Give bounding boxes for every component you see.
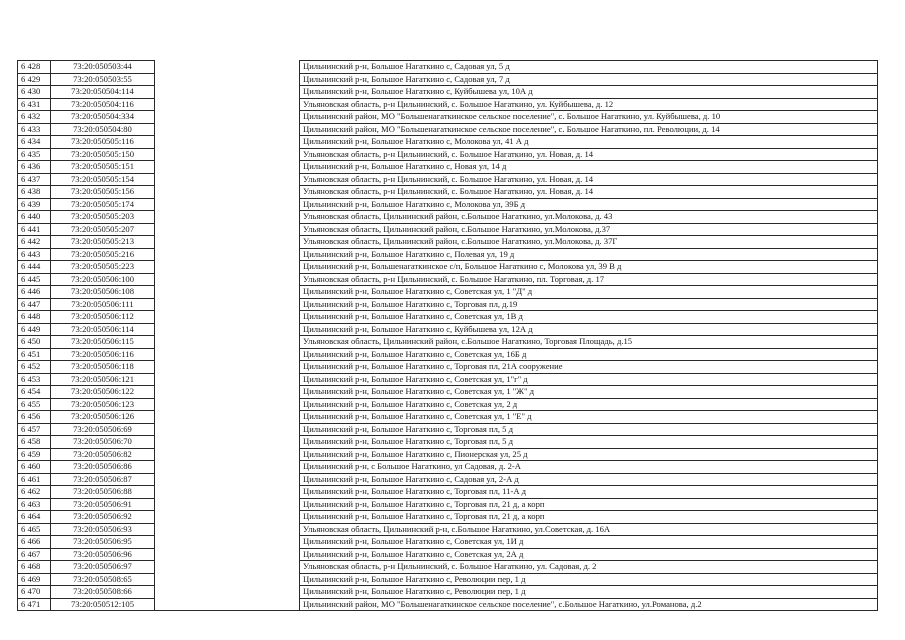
cadastral-number-cell: 73:20:050505:154 (51, 173, 155, 186)
table-row (18, 498, 878, 511)
cadastral-number-cell: 73:20:050503:44 (51, 61, 155, 74)
cadastral-number-cell: 73:20:050506:123 (51, 398, 155, 411)
cadastral-number-cell: 73:20:050506:82 (51, 448, 155, 461)
table-row (18, 461, 878, 474)
cadastral-number-cell: 73:20:050504:80 (51, 123, 155, 136)
table-row (18, 586, 878, 599)
address-cell: Ульяновская область, Цильнинский район, с.Большое Нагаткино, ул.Молокова, д. 37Г (300, 236, 878, 249)
row-number-cell: 6 451 (18, 348, 51, 361)
empty-cell (155, 198, 300, 211)
row-number-cell: 6 432 (18, 111, 51, 124)
address-cell: Цильнинский р-н, Большое Нагаткино с, Садовая ул, 5 д (300, 61, 878, 74)
table-row (18, 261, 878, 274)
table-row (18, 573, 878, 586)
row-number-cell: 6 437 (18, 173, 51, 186)
address-cell: Цильнинский р-н, Большое Нагаткино с, Советская ул, 1 "Е" д (300, 411, 878, 424)
address-cell: Цильнинский р-н, Большое Нагаткино с, Полевая ул, 19 д (300, 248, 878, 261)
empty-cell (155, 473, 300, 486)
cadastral-number-cell: 73:20:050505:216 (51, 248, 155, 261)
row-number-cell: 6 457 (18, 423, 51, 436)
row-number-cell: 6 440 (18, 211, 51, 224)
table-row (18, 548, 878, 561)
cadastral-number-cell: 73:20:050505:156 (51, 186, 155, 199)
table-row (18, 173, 878, 186)
address-cell: Цильнинский р-н, Большое Нагаткино с, Куйбышева ул, 10А д (300, 86, 878, 99)
address-cell: Цильнинский р-н, Большое Нагаткино с, Торговая пл, 21 д, а корп (300, 498, 878, 511)
table-row (18, 161, 878, 174)
empty-cell (155, 486, 300, 499)
table-row (18, 111, 878, 124)
row-number-cell: 6 436 (18, 161, 51, 174)
empty-cell (155, 398, 300, 411)
cadastral-number-cell: 73:20:050505:203 (51, 211, 155, 224)
address-cell: Цильнинский р-н, Большое Нагаткино с, Садовая ул, 2-А д (300, 473, 878, 486)
empty-cell (155, 386, 300, 399)
row-number-cell: 6 456 (18, 411, 51, 424)
cadastral-number-cell: 73:20:050506:97 (51, 561, 155, 574)
address-cell: Цильнинский р-н, Большое Нагаткино с, Советская ул, 1 "Д" д (300, 286, 878, 299)
row-number-cell: 6 434 (18, 136, 51, 149)
address-cell: Цильнинский р-н, Большенагаткинское с/п, Большое Нагаткино с, Молокова ул, 39 В д (300, 261, 878, 274)
row-number-cell: 6 445 (18, 273, 51, 286)
address-cell: Цильнинский р-н, Большое Нагаткино с, Торговая пл, 11-А д (300, 486, 878, 499)
row-number-cell: 6 433 (18, 123, 51, 136)
empty-cell (155, 373, 300, 386)
cadastral-number-cell: 73:20:050506:108 (51, 286, 155, 299)
row-number-cell: 6 471 (18, 598, 51, 611)
empty-cell (155, 248, 300, 261)
cadastral-number-cell: 73:20:050506:87 (51, 473, 155, 486)
table-row (18, 348, 878, 361)
row-number-cell: 6 428 (18, 61, 51, 74)
register-body (18, 61, 878, 611)
row-number-cell: 6 469 (18, 573, 51, 586)
empty-cell (155, 61, 300, 74)
row-number-cell: 6 442 (18, 236, 51, 249)
empty-cell (155, 423, 300, 436)
address-cell: Цильнинский р-н, Большое Нагаткино с, Революции пер, 1 д (300, 573, 878, 586)
row-number-cell: 6 466 (18, 536, 51, 549)
address-cell: Цильнинский р-н, Большое Нагаткино с, Садовая ул, 7 д (300, 73, 878, 86)
empty-cell (155, 73, 300, 86)
cadastral-number-cell: 73:20:050506:114 (51, 323, 155, 336)
table-row (18, 598, 878, 611)
table-row (18, 298, 878, 311)
empty-cell (155, 573, 300, 586)
empty-cell (155, 136, 300, 149)
address-cell: Цильнинский р-н, Большое Нагаткино с, Советская ул, 1"г" д (300, 373, 878, 386)
table-row (18, 373, 878, 386)
address-cell: Цильнинский р-н, Большое Нагаткино с, Советская ул, 1И д (300, 536, 878, 549)
empty-cell (155, 548, 300, 561)
empty-cell (155, 148, 300, 161)
row-number-cell: 6 441 (18, 223, 51, 236)
row-number-cell: 6 460 (18, 461, 51, 474)
table-row (18, 248, 878, 261)
cadastral-number-cell: 73:20:050512:105 (51, 598, 155, 611)
empty-cell (155, 211, 300, 224)
row-number-cell: 6 463 (18, 498, 51, 511)
address-cell: Ульяновская область, р-н Цильнинский, с. Большое Нагаткино, ул. Новая, д. 14 (300, 186, 878, 199)
address-cell: Ульяновская область, р-н Цильнинский, с. Большое Нагаткино, пл. Торговая, д. 17 (300, 273, 878, 286)
table-row (18, 223, 878, 236)
empty-cell (155, 511, 300, 524)
address-cell: Ульяновская область, Цильнинский район, с.Большое Нагаткино, ул.Молокова, д.37 (300, 223, 878, 236)
table-row (18, 323, 878, 336)
cadastral-register-table (17, 60, 878, 611)
row-number-cell: 6 467 (18, 548, 51, 561)
table-row (18, 61, 878, 74)
cadastral-number-cell: 73:20:050506:111 (51, 298, 155, 311)
address-cell: Цильнинский р-н, Большое Нагаткино с, Советская ул, 2А д (300, 548, 878, 561)
row-number-cell: 6 446 (18, 286, 51, 299)
empty-cell (155, 223, 300, 236)
address-cell: Ульяновская область, р-н Цильнинский, с. Большое Нагаткино, ул. Садовая, д. 2 (300, 561, 878, 574)
cadastral-number-cell: 73:20:050506:122 (51, 386, 155, 399)
row-number-cell: 6 443 (18, 248, 51, 261)
row-number-cell: 6 452 (18, 361, 51, 374)
cadastral-number-cell: 73:20:050505:207 (51, 223, 155, 236)
table-row (18, 486, 878, 499)
cadastral-number-cell: 73:20:050505:116 (51, 136, 155, 149)
cadastral-number-cell: 73:20:050506:92 (51, 511, 155, 524)
table-row (18, 411, 878, 424)
address-cell: Цильнинский р-н, Большое Нагаткино с, Революции пер, 1 д (300, 586, 878, 599)
address-cell: Цильнинский р-н, Большое Нагаткино с, Советская ул, 1 "Ж" д (300, 386, 878, 399)
table-row (18, 136, 878, 149)
empty-cell (155, 448, 300, 461)
cadastral-number-cell: 73:20:050506:95 (51, 536, 155, 549)
table-row (18, 186, 878, 199)
row-number-cell: 6 461 (18, 473, 51, 486)
table-row (18, 198, 878, 211)
row-number-cell: 6 464 (18, 511, 51, 524)
address-cell: Цильнинский р-н, Большое Нагаткино с, Торговая пл, 21 д, а корп (300, 511, 878, 524)
table-row (18, 148, 878, 161)
table-row (18, 386, 878, 399)
cadastral-number-cell: 73:20:050504:116 (51, 98, 155, 111)
cadastral-number-cell: 73:20:050506:121 (51, 373, 155, 386)
empty-cell (155, 536, 300, 549)
table-row (18, 123, 878, 136)
address-cell: Цильнинский р-н, Большое Нагаткино с, Торговая пл, д.19 (300, 298, 878, 311)
row-number-cell: 6 459 (18, 448, 51, 461)
table-row (18, 436, 878, 449)
empty-cell (155, 173, 300, 186)
cadastral-number-cell: 73:20:050508:66 (51, 586, 155, 599)
row-number-cell: 6 429 (18, 73, 51, 86)
cadastral-number-cell: 73:20:050505:151 (51, 161, 155, 174)
table-row (18, 448, 878, 461)
table-row (18, 398, 878, 411)
empty-cell (155, 461, 300, 474)
empty-cell (155, 123, 300, 136)
address-cell: Ульяновская область, р-н Цильнинский, с. Большое Нагаткино, ул. Куйбышева, д. 12 (300, 98, 878, 111)
address-cell: Цильнинский р-н, Большое Нагаткино с, Молокова ул, 39Б д (300, 198, 878, 211)
cadastral-number-cell: 73:20:050503:55 (51, 73, 155, 86)
cadastral-number-cell: 73:20:050506:88 (51, 486, 155, 499)
table-row (18, 336, 878, 349)
address-cell: Ульяновская область, Цильнинский район, с.Большое Нагаткино, Торговая Площадь, д.15 (300, 336, 878, 349)
empty-cell (155, 436, 300, 449)
table-row (18, 473, 878, 486)
cadastral-number-cell: 73:20:050506:112 (51, 311, 155, 324)
empty-cell (155, 598, 300, 611)
row-number-cell: 6 431 (18, 98, 51, 111)
empty-cell (155, 186, 300, 199)
address-cell: Цильнинский р-н, Большое Нагаткино с, Советская ул, 16Б д (300, 348, 878, 361)
cadastral-number-cell: 73:20:050506:96 (51, 548, 155, 561)
address-cell: Цильнинский р-н, Большое Нагаткино с, Новая ул, 14 д (300, 161, 878, 174)
row-number-cell: 6 470 (18, 586, 51, 599)
address-cell: Цильнинский р-н, с Большое Нагаткино, ул Садовая, д. 2-А (300, 461, 878, 474)
address-cell: Цильнинский р-н, Большое Нагаткино с, Куйбышева ул, 12А д (300, 323, 878, 336)
empty-cell (155, 311, 300, 324)
address-cell: Цильнинский р-н, Большое Нагаткино с, Пионерская ул, 25 д (300, 448, 878, 461)
empty-cell (155, 561, 300, 574)
table-row (18, 286, 878, 299)
empty-cell (155, 111, 300, 124)
address-cell: Цильнинский р-н, Большое Нагаткино с, Советская ул, 1В д (300, 311, 878, 324)
cadastral-number-cell: 73:20:050506:118 (51, 361, 155, 374)
cadastral-number-cell: 73:20:050504:334 (51, 111, 155, 124)
cadastral-number-cell: 73:20:050508:65 (51, 573, 155, 586)
table-row (18, 73, 878, 86)
cadastral-number-cell: 73:20:050506:116 (51, 348, 155, 361)
address-cell: Цильнинский район, МО "Большенагаткинское сельское поселение", с. Большое Нагаткино, пл. Революции, д. 14 (300, 123, 878, 136)
row-number-cell: 6 462 (18, 486, 51, 499)
cadastral-number-cell: 73:20:050505:174 (51, 198, 155, 211)
empty-cell (155, 298, 300, 311)
empty-cell (155, 273, 300, 286)
empty-cell (155, 336, 300, 349)
table-row (18, 273, 878, 286)
cadastral-number-cell: 73:20:050505:213 (51, 236, 155, 249)
address-cell: Цильнинский р-н, Большое Нагаткино с, Советская ул, 2 д (300, 398, 878, 411)
row-number-cell: 6 439 (18, 198, 51, 211)
cadastral-number-cell: 73:20:050506:100 (51, 273, 155, 286)
empty-cell (155, 98, 300, 111)
address-cell: Цильнинский р-н, Большое Нагаткино с, Торговая пл, 5 д (300, 436, 878, 449)
empty-cell (155, 348, 300, 361)
empty-cell (155, 523, 300, 536)
table-row (18, 86, 878, 99)
address-cell: Цильнинский район, МО "Большенагаткинское сельское поселение", с. Большое Нагаткино, ул. Куйбышева, д. 10 (300, 111, 878, 124)
address-cell: Цильнинский р-н, Большое Нагаткино с, Торговая пл, 21А сооружение (300, 361, 878, 374)
address-cell: Ульяновская область, Цильнинский р-н, с.Большое Нагаткино, ул.Советская, д. 16А (300, 523, 878, 536)
cadastral-number-cell: 73:20:050506:86 (51, 461, 155, 474)
cadastral-number-cell: 73:20:050506:126 (51, 411, 155, 424)
row-number-cell: 6 448 (18, 311, 51, 324)
row-number-cell: 6 453 (18, 373, 51, 386)
row-number-cell: 6 465 (18, 523, 51, 536)
table-row (18, 211, 878, 224)
row-number-cell: 6 468 (18, 561, 51, 574)
cadastral-number-cell: 73:20:050505:150 (51, 148, 155, 161)
row-number-cell: 6 454 (18, 386, 51, 399)
cadastral-number-cell: 73:20:050506:93 (51, 523, 155, 536)
cadastral-number-cell: 73:20:050505:223 (51, 261, 155, 274)
table-row (18, 511, 878, 524)
table-row (18, 98, 878, 111)
empty-cell (155, 586, 300, 599)
address-cell: Ульяновская область, р-н Цильнинский, с. Большое Нагаткино, ул. Новая, д. 14 (300, 173, 878, 186)
table-row (18, 561, 878, 574)
empty-cell (155, 323, 300, 336)
empty-cell (155, 86, 300, 99)
empty-cell (155, 261, 300, 274)
row-number-cell: 6 444 (18, 261, 51, 274)
table-row (18, 236, 878, 249)
table-row (18, 361, 878, 374)
empty-cell (155, 236, 300, 249)
table-row (18, 536, 878, 549)
address-cell: Цильнинский район, МО "Большенагаткинское сельское поселение", с.Большое Нагаткино, ул.Романова, д.2 (300, 598, 878, 611)
cadastral-number-cell: 73:20:050506:69 (51, 423, 155, 436)
row-number-cell: 6 458 (18, 436, 51, 449)
cadastral-number-cell: 73:20:050506:115 (51, 336, 155, 349)
row-number-cell: 6 435 (18, 148, 51, 161)
row-number-cell: 6 450 (18, 336, 51, 349)
cadastral-number-cell: 73:20:050504:114 (51, 86, 155, 99)
cadastral-number-cell: 73:20:050506:91 (51, 498, 155, 511)
row-number-cell: 6 447 (18, 298, 51, 311)
address-cell: Цильнинский р-н, Большое Нагаткино с, Торговая пл, 5 д (300, 423, 878, 436)
address-cell: Ульяновская область, Цильнинский район, с.Большое Нагаткино, ул.Молокова, д. 43 (300, 211, 878, 224)
table-row (18, 423, 878, 436)
empty-cell (155, 411, 300, 424)
register-sheet (17, 60, 877, 611)
row-number-cell: 6 449 (18, 323, 51, 336)
row-number-cell: 6 455 (18, 398, 51, 411)
cadastral-number-cell: 73:20:050506:70 (51, 436, 155, 449)
empty-cell (155, 361, 300, 374)
empty-cell (155, 498, 300, 511)
address-cell: Ульяновская область, р-н Цильнинский, с. Большое Нагаткино, ул. Новая, д. 14 (300, 148, 878, 161)
table-row (18, 311, 878, 324)
row-number-cell: 6 430 (18, 86, 51, 99)
row-number-cell: 6 438 (18, 186, 51, 199)
empty-cell (155, 286, 300, 299)
table-row (18, 523, 878, 536)
empty-cell (155, 161, 300, 174)
address-cell: Цильнинский р-н, Большое Нагаткино с, Молокова ул, 41 А д (300, 136, 878, 149)
